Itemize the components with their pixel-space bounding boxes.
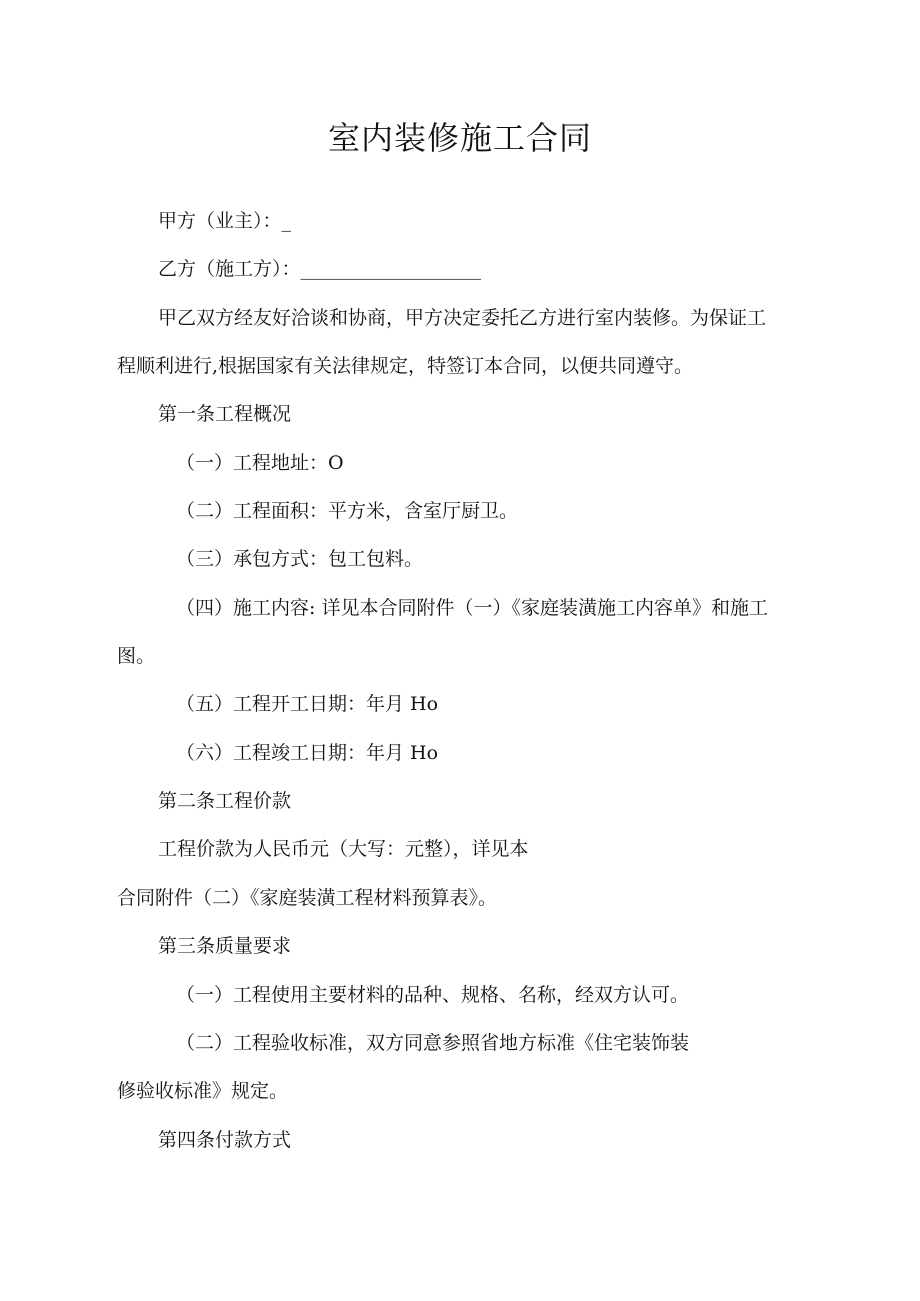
materials-line: （一）工程使用主要材料的品种、规格、名称，经双方认可。	[176, 984, 690, 1006]
acceptance-line-2: 修验收标准》规定。	[117, 1080, 289, 1102]
project-address-line: （一）工程地址：O	[176, 452, 344, 474]
work-content-line-1: （四）施工内容: 详见本合同附件（一）《家庭装潢施工内容单》和施工	[176, 597, 768, 619]
party-b-line: 乙方（施工方）：___________________	[158, 258, 482, 280]
work-content-line-2: 图。	[117, 645, 156, 667]
page-title: 室内装修施工合同	[327, 119, 592, 157]
start-date-line: （五）工程开工日期：年月 Ho	[176, 693, 439, 715]
project-area-line: （二）工程面积：平方米，含室厅厨卫。	[176, 500, 519, 522]
party-a-line: 甲方（业主）：_	[158, 210, 292, 232]
preamble-line-2: 程顺利进行,根据国家有关法律规定，特签订本合同，以便共同遵守。	[117, 355, 694, 377]
price-line-2: 合同附件（二）《家庭装潢工程材料预算表》。	[117, 887, 498, 909]
article-3-heading: 第三条质量要求	[158, 935, 292, 957]
article-2-heading: 第二条工程价款	[158, 790, 292, 812]
completion-date-line: （六）工程竣工日期：年月 Ho	[176, 742, 439, 764]
contract-method-line: （三）承包方式：包工包料。	[176, 548, 424, 570]
preamble-line-1: 甲乙双方经友好洽谈和协商，甲方决定委托乙方进行室内装修。为保证工	[158, 307, 767, 329]
article-4-heading: 第四条付款方式	[158, 1129, 292, 1151]
acceptance-line-1: （二）工程验收标准，双方同意参照省地方标准《住宅装饰装	[176, 1032, 690, 1054]
article-1-heading: 第一条工程概况	[158, 403, 292, 425]
price-line-1: 工程价款为人民币元（大写：元整），详见本	[158, 838, 529, 860]
